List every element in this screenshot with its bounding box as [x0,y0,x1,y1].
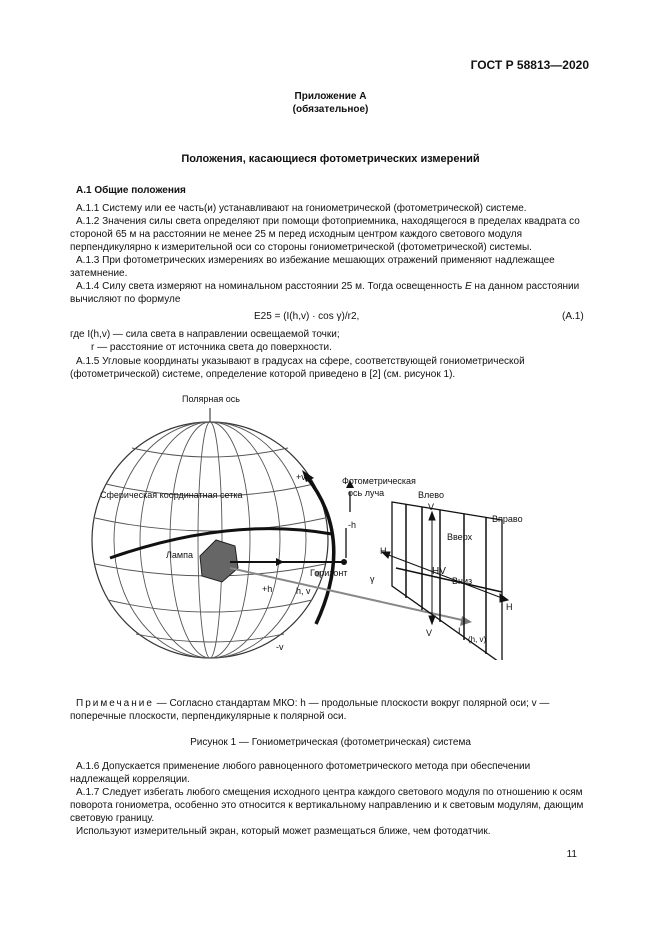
label-I-sub: (h, v) [468,635,487,644]
label-right: Вправо [492,514,523,524]
formula: E25 = (I(h,v) · cos γ)/r2, [254,311,360,322]
label-I: I [458,626,461,636]
paragraph-a15: А.1.5 Угловые координаты указывают в градусах на сфере, соответствующей гониометрической (фотометрической) системе, определение которой приведено в [2] (см. рисунок 1). [70,356,525,380]
label-minus-v: -v [276,642,284,652]
label-plus-h: +h [262,584,273,594]
appendix-title: Приложение А [294,91,367,102]
label-V-bottom: V [426,628,433,638]
paragraph-a13: А.1.3 При фотометрических измерениях во избежание мешающих отражений применяют надлежащее затемнение. [70,255,555,279]
sphere [92,422,328,658]
label-polar-axis: Полярная ось [182,394,240,404]
paragraph-a14: А.1.4 Силу света измеряют на номинальном расстоянии 25 м. Тогда освещенность E на данном расстоянии вычисляют по формуле [70,281,580,305]
subsection-heading: А.1 Общие положения [76,185,186,196]
standard-header: ГОСТ Р 58813—2020 [470,58,589,72]
label-lamp: Лампа [166,550,193,560]
label-left: Влево [418,490,444,500]
label-H-right: H [506,602,513,612]
figure-caption: Рисунок 1 — Гониометрическая (фотометрическая) система [190,737,471,748]
label-horizon: Горизонт [310,568,348,578]
paragraph-a12: А.1.2 Значения силы света определяют при помощи фотоприемника, находящегося в пределах квадрата со стороной 65 м на расстоянии не менее 25 м перед исходным центром каждого светового модуля перпендикулярно к измерительной оси со стороны гониометрической (фотометрической) системы. [70,216,580,253]
label-gamma: γ [370,574,375,584]
label-up: Вверх [447,532,473,542]
formula-where-1: где I(h,v) — сила света в направлении освещаемой точки; [70,329,340,340]
measuring-screen [382,502,508,660]
figure-note: Примечание — Согласно стандартам МКО: h — продольные плоскости вокруг полярной оси; v — поперечные плоскости, перпендикулярные к полярной оси. [70,698,550,722]
label-V-top: V [428,502,435,512]
label-plus-v: +v [296,472,306,482]
appendix-subtitle: (обязательное) [292,104,369,115]
label-H-left: H [380,546,387,556]
paragraph-screen: Используют измерительный экран, который может размещаться ближе, чем фотодатчик. [76,826,491,837]
page-number: 11 [566,849,577,860]
label-photometric-axis-1: Фотометрическая [342,476,416,486]
label-HV: HV [432,566,446,577]
goniometer-diagram [70,388,590,660]
paragraph-a17: А.1.7 Следует избегать любого смещения исходного центра каждого светового модуля по отношению к осям поворота гониометра, особенно это относится к вертикальному направлению и к световым модулям, дающим световую границу. [70,787,584,824]
formula-number: (А.1) [562,311,584,322]
formula-where-2: r — расстояние от источника света до поверхности. [91,342,332,353]
paragraph-a16: А.1.6 Допускается применение любого равноценного фотометрического метода при обеспечении надлежащей корреляции. [70,761,531,785]
goniometer-figure [70,388,590,660]
label-grid: Сферическая координатная сетка [100,490,243,500]
label-photometric-axis-2: ось луча [348,488,385,498]
label-down: Вниз [452,576,473,586]
label-minus-h: -h [348,520,357,530]
label-hv-small: h, v [296,586,311,596]
paragraph-a11: А.1.1 Систему или ее часть(и) устанавливают на гониометрической (фотометрической) системе. [76,203,527,214]
section-title: Положения, касающиеся фотометрических измерений [181,153,480,165]
